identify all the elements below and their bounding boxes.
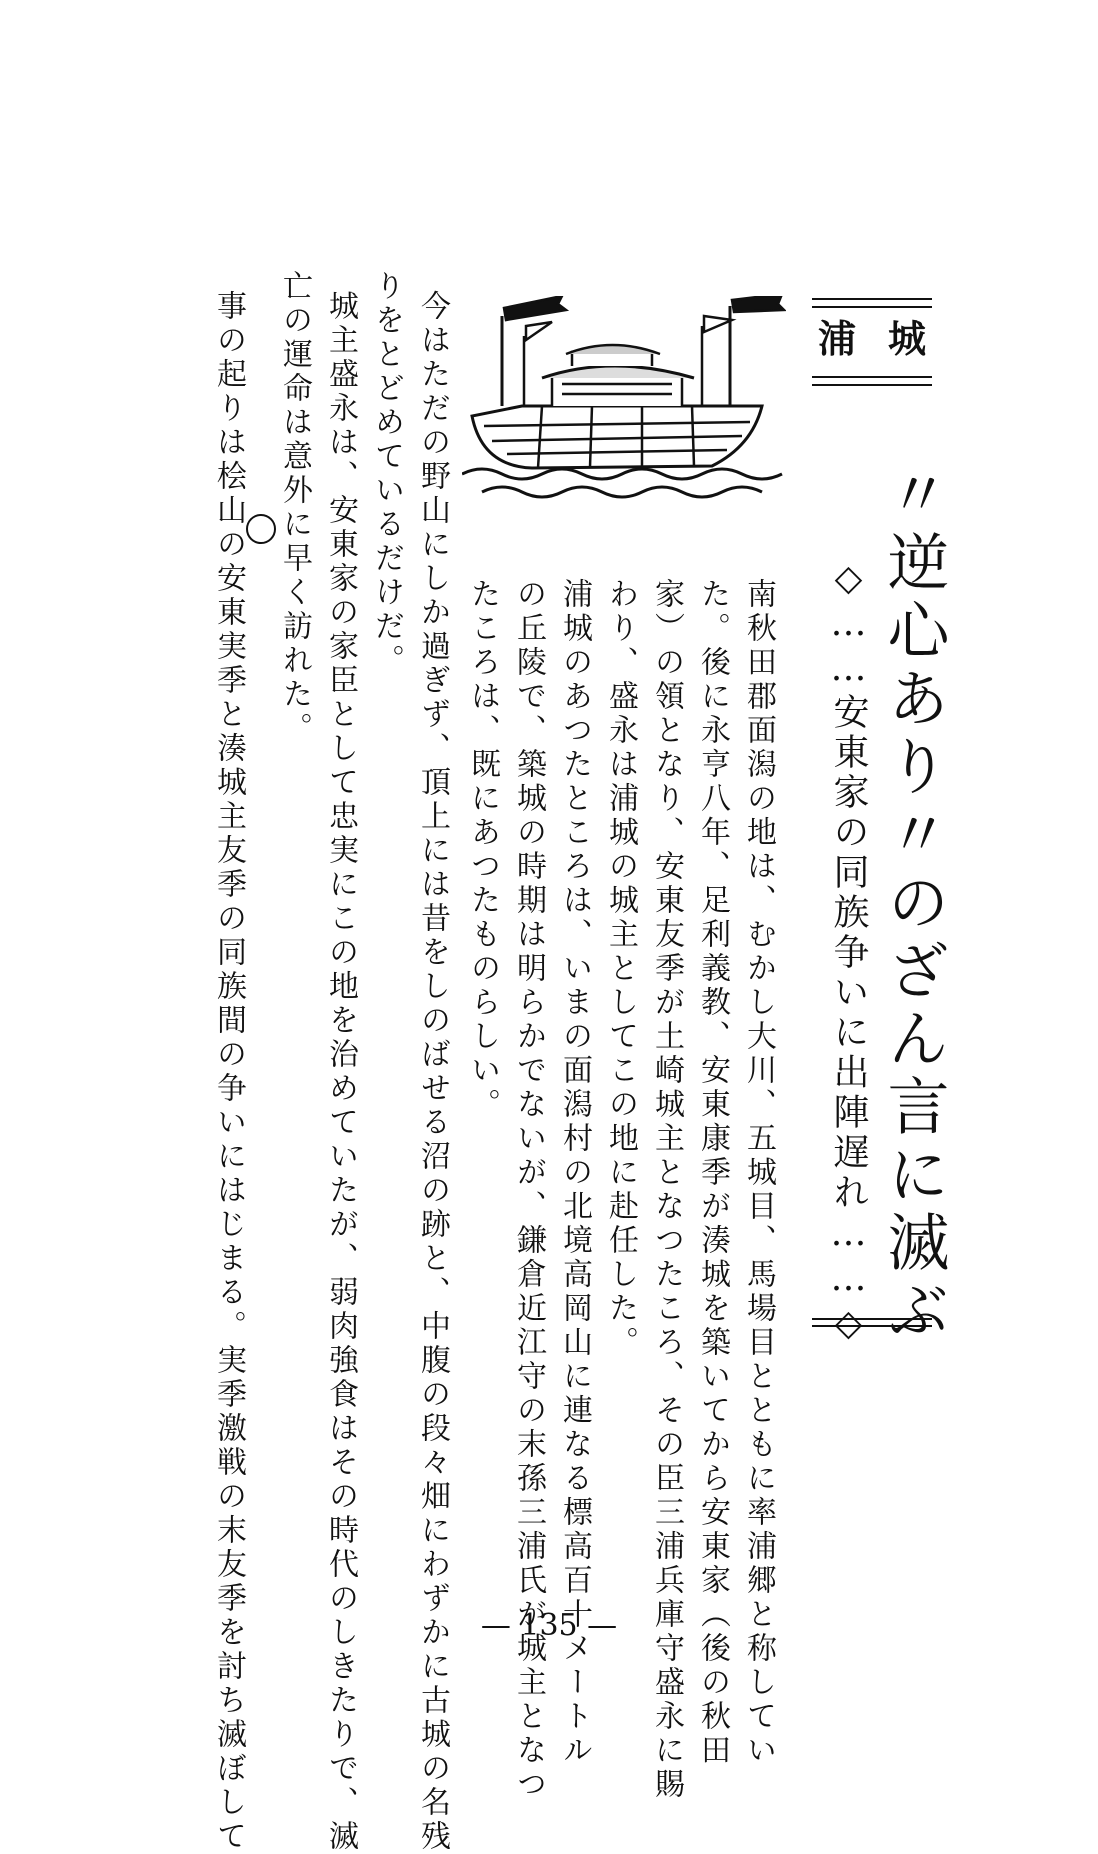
body-column: わり、盛永は浦城の城主としてこの地に赴任した。 (603, 578, 638, 1360)
body-column: た。後に永亨八年、足利義教、安東康季が湊城を築いてから安東家（後の秋田 (695, 578, 730, 1768)
body-column: 事の起りは桧山の安東実季と湊城主友季の同族間の争いにはじまる。実季激戦の末友季を討ち滅ぼして (211, 290, 246, 1854)
body-column: りをとどめているだけだ。 (369, 270, 404, 678)
divider-rule (812, 1318, 932, 1327)
body-column: 城主盛永は、安東家の家臣として忠実にこの地を治めていたが、弱肉強食はその時代のしきたりで、滅 (323, 290, 358, 1854)
ship-illustration (462, 296, 786, 516)
body-column: 亡の運命は意外に早く訪れた。 (277, 270, 312, 746)
body-column: 南秋田郡面潟の地は、むかし大川、五城目、馬場目とともに率浦郷と称してい (741, 578, 776, 1768)
body-column: 浦城のあつたところは、いまの面潟村の北境高岡山に連なる標高百十メートル (557, 578, 592, 1768)
body-column: 今はただの野山にしか過ぎず、頂上には昔をしのばせる沼の跡と、中腹の段々畑にわずかに古城の名残 (415, 290, 450, 1854)
subheadline: ◇……安東家の同族争いに出陣遅れ……◇ (828, 558, 869, 1348)
page-number: — 135 — (480, 1608, 618, 1643)
header-rule-top (812, 298, 932, 308)
section-title-char: 浦 (818, 317, 857, 361)
section-title (812, 316, 932, 362)
header-rule-bottom (812, 376, 932, 386)
body-column: たころは、既にあつたものらしい。 (465, 578, 500, 1122)
body-column: の丘陵で、築城の時期は明らかでないが、鎌倉近江守の末孫三浦氏が城主となつ (511, 578, 546, 1802)
headline: 〃逆心あり〃のざん言に滅ぶ (877, 462, 950, 1346)
section-title-char: 城 (887, 317, 926, 361)
section-break-circle (246, 514, 276, 544)
body-column: 家）の領となり、安東友季が土崎城主となつたころ、その臣三浦兵庫守盛永に賜 (649, 578, 684, 1802)
